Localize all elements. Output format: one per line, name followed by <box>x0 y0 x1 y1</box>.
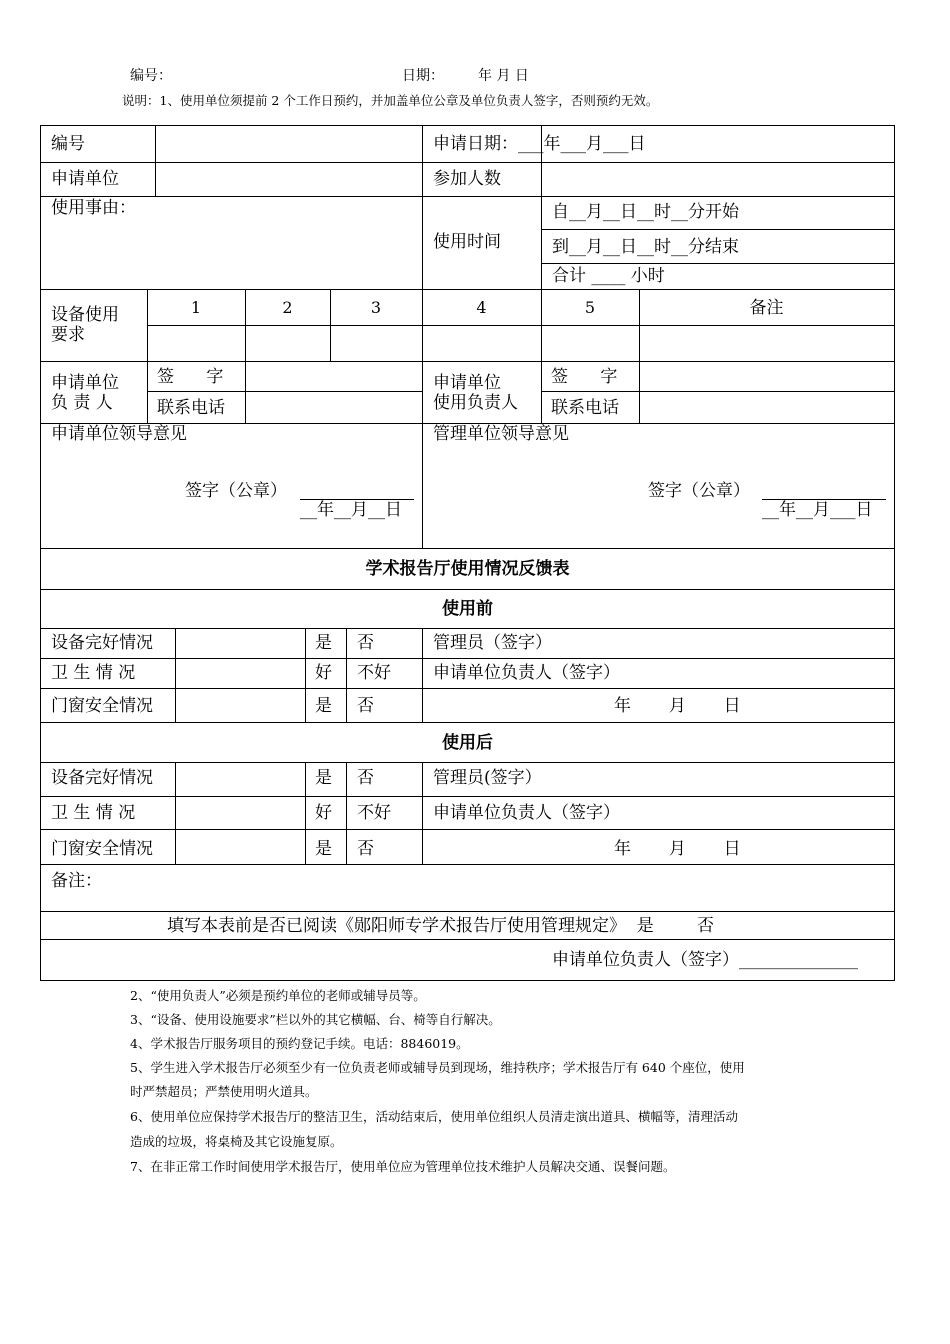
after-hygiene-bad[interactable]: 不好 <box>357 803 391 823</box>
footnote-7: 7、在非正常工作时间使用学术报告厅，使用单位应为管理单位技术维护人员解决交通、误餐问题。 <box>130 1159 676 1174</box>
applicant-opinion-label: 申请单位领导意见 <box>51 424 187 444</box>
use-head-label-2: 使用负责人 <box>433 393 518 413</box>
before-security-no[interactable]: 否 <box>357 696 374 716</box>
after-hygiene-good[interactable]: 好 <box>315 803 332 823</box>
number-input[interactable] <box>155 126 421 162</box>
equipment-req-label: 设备使用 要求 <box>51 305 119 345</box>
apply-unit-label: 申请单位 <box>51 169 119 189</box>
footnote-6-line2: 造成的垃圾，将桌椅及其它设施复原。 <box>130 1134 343 1149</box>
phone-label-2: 联系电话 <box>551 398 619 418</box>
before-security-label: 门窗安全情况 <box>51 696 153 716</box>
time-from[interactable]: 自__月__日__时__分开始 <box>552 202 739 222</box>
sign-label: 签 字 <box>157 367 224 387</box>
seal-sign-right: 签字（公章） <box>648 481 750 501</box>
after-hygiene-label: 卫 生 情 况 <box>51 803 136 823</box>
before-hygiene-label: 卫 生 情 况 <box>51 663 136 683</box>
number-label: 编号： <box>130 68 172 84</box>
after-equipment-no[interactable]: 否 <box>357 768 374 788</box>
instruction-note: 说明：1、使用单位须提前 2 个工作日预约，并加盖单位公章及单位负责人签字，否则预约无效。 <box>122 93 659 108</box>
before-hygiene-good[interactable]: 好 <box>315 663 332 683</box>
equip-col-3: 3 <box>370 298 382 317</box>
after-equipment-label: 设备完好情况 <box>51 768 153 788</box>
date-ymd: 年 月 日 <box>478 68 529 84</box>
seal-date-right: __年__月___日 <box>762 500 873 520</box>
before-unit-head-sign: 申请单位负责人（签字） <box>433 663 620 683</box>
before-equipment-no[interactable]: 否 <box>357 633 374 653</box>
unit-head-label-1: 申请单位 <box>51 373 119 393</box>
equip-col-2: 2 <box>282 298 293 317</box>
before-equipment-yes[interactable]: 是 <box>315 633 332 653</box>
after-manager-sign: 管理员(签字） <box>433 768 542 788</box>
remarks-col-header: 备注 <box>749 298 784 318</box>
phone-label: 联系电话 <box>157 398 225 418</box>
unit-head-label-2: 负 责 人 <box>51 393 113 413</box>
reason-label: 使用事由： <box>51 198 136 218</box>
time-to[interactable]: 到__月__日__时__分结束 <box>552 237 739 257</box>
seal-date-left: __年__月__日 <box>300 500 402 520</box>
after-equipment-yes[interactable]: 是 <box>315 768 332 788</box>
feedback-title: 学术报告厅使用情况反馈表 <box>365 559 570 579</box>
read-rules-question[interactable]: 填写本表前是否已阅读《郧阳师专学术报告厅使用管理规定》 是 否 <box>167 916 715 936</box>
footnote-5-line2: 时严禁超员；严禁使用明火道具。 <box>130 1084 318 1099</box>
time-total[interactable]: 合计 ____ 小时 <box>552 266 665 286</box>
footnote-2: 2、“使用负责人”必须是预约单位的老师或辅导员等。 <box>130 988 426 1003</box>
footnote-5-line1: 5、学生进入学术报告厅必须至少有一位负责老师或辅导员到现场，维持秩序；学术报告厅有 640 个座位，使用 <box>130 1060 745 1075</box>
before-use-title: 使用前 <box>442 599 493 619</box>
use-head-label-1: 申请单位 <box>433 373 501 393</box>
after-security-no[interactable]: 否 <box>357 839 374 859</box>
after-security-label: 门窗安全情况 <box>51 839 153 859</box>
footnote-6-line1: 6、使用单位应保持学术报告厅的整洁卫生，活动结束后，使用单位组织人员清走演出道具、横幅等，清理活动 <box>130 1109 738 1124</box>
use-time-label: 使用时间 <box>433 232 501 252</box>
equip-col-1: 1 <box>190 298 202 317</box>
number-cell-label: 编号 <box>51 134 85 154</box>
manager-opinion-label: 管理单位领导意见 <box>433 424 569 444</box>
after-use-title: 使用后 <box>442 733 493 753</box>
seal-sign-left: 签字（公章） <box>185 481 287 501</box>
before-security-yes[interactable]: 是 <box>315 696 332 716</box>
before-hygiene-bad[interactable]: 不好 <box>357 663 391 683</box>
final-unit-head-sign[interactable]: 申请单位负责人（签字）______________ <box>552 950 858 970</box>
date-label: 日期： <box>402 68 444 84</box>
remarks-label: 备注： <box>51 871 102 891</box>
before-manager-sign: 管理员（签字） <box>433 633 552 653</box>
footnote-3: 3、“设备、使用设施要求”栏以外的其它横幅、台、椅等自行解决。 <box>130 1012 501 1027</box>
sign-label-2: 签 字 <box>551 367 618 387</box>
apply-unit-input[interactable] <box>156 163 421 196</box>
after-security-yes[interactable]: 是 <box>315 839 332 859</box>
footnote-4: 4、学术报告厅服务项目的预约登记手续。电话：8846019。 <box>130 1036 469 1051</box>
equip-col-4: 4 <box>476 298 487 317</box>
participants-label: 参加人数 <box>433 169 501 189</box>
participants-input[interactable] <box>542 163 894 196</box>
before-equipment-label: 设备完好情况 <box>51 633 153 653</box>
apply-date-label[interactable]: 申请日期：___年___月___日 <box>433 134 646 154</box>
equip-col-5: 5 <box>584 298 596 317</box>
after-unit-head-sign: 申请单位负责人（签字） <box>433 803 620 823</box>
before-date: 年 月 日 <box>614 696 741 716</box>
after-date: 年 月 日 <box>614 839 741 859</box>
